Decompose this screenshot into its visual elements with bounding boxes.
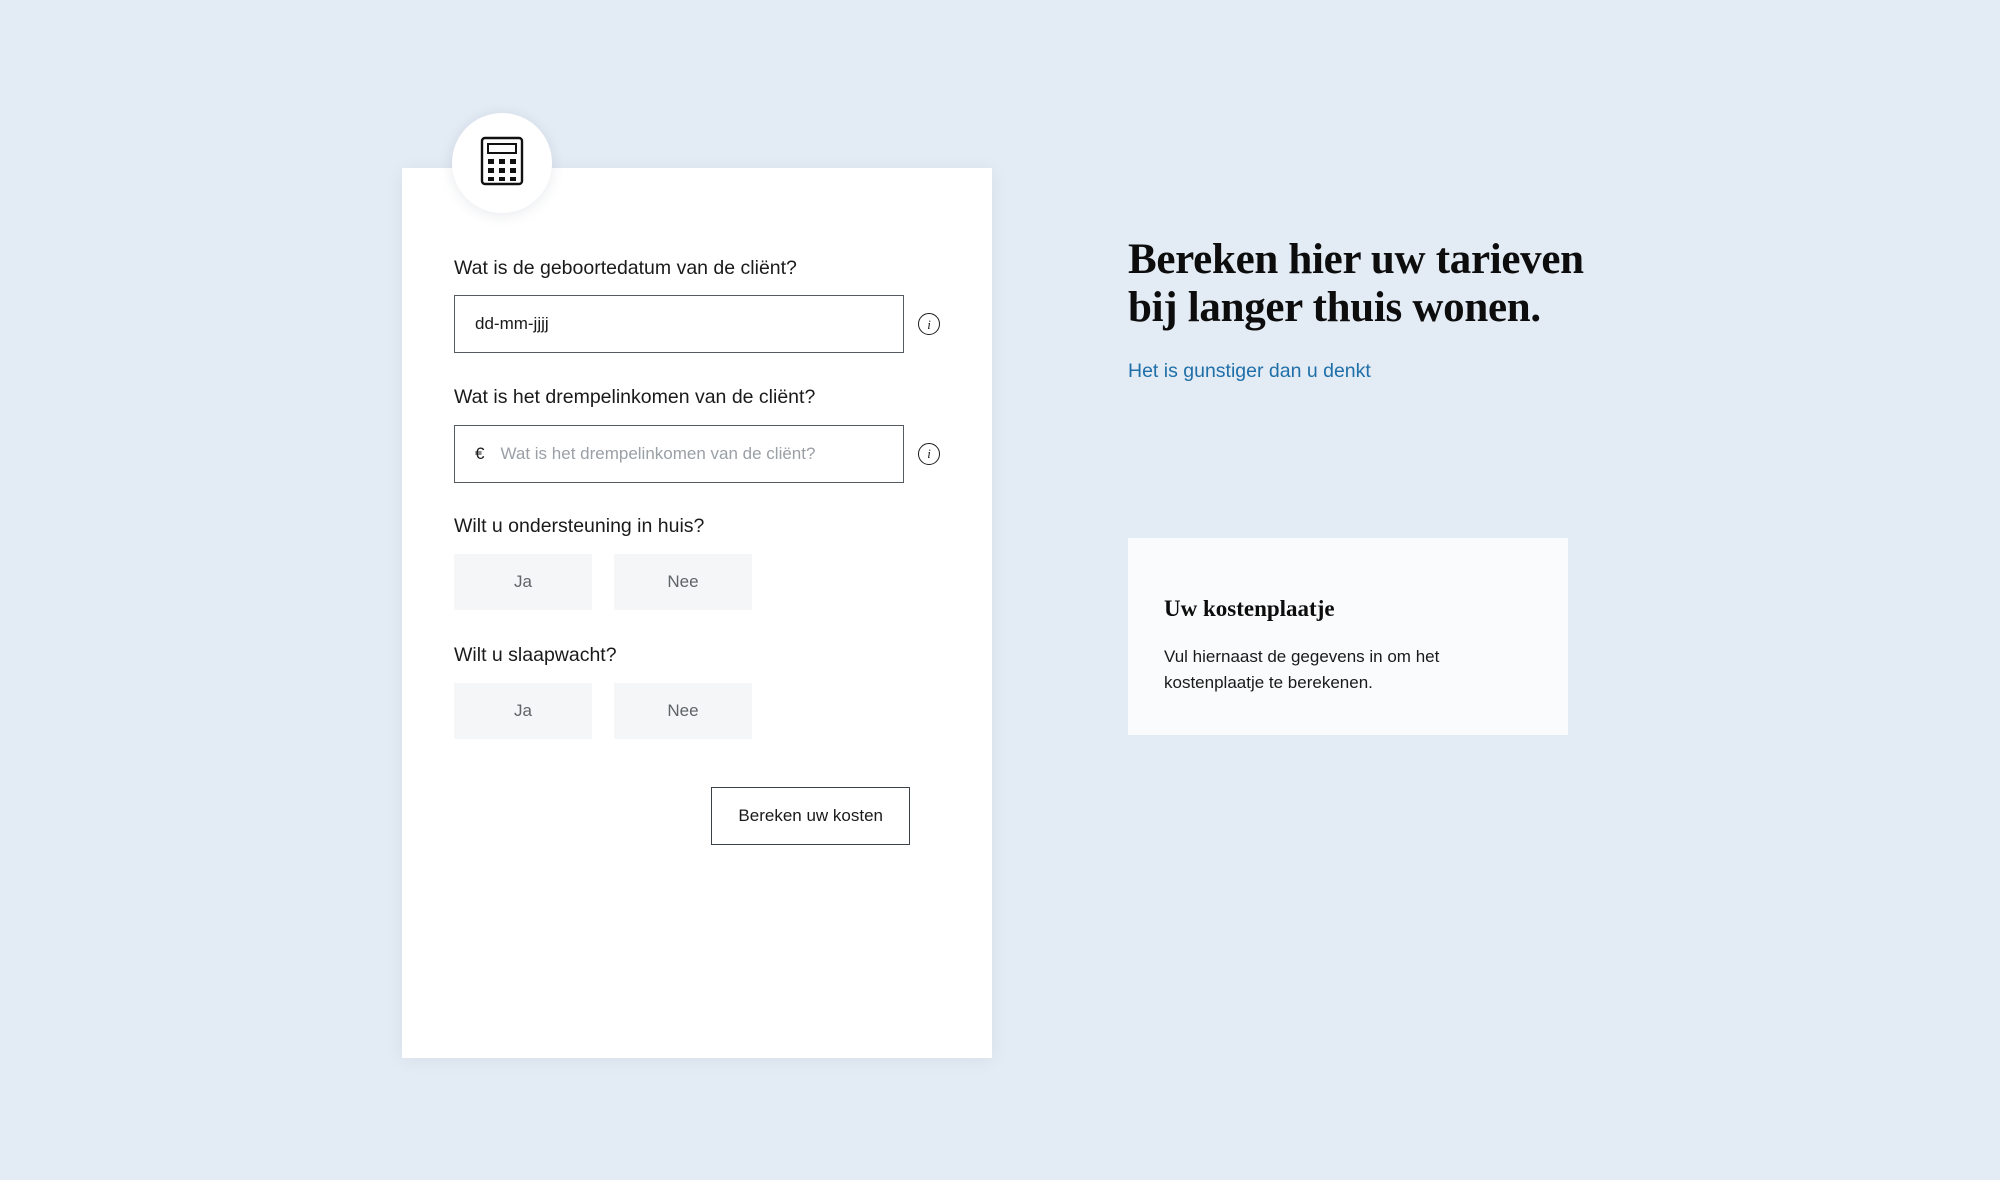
- euro-icon: €: [475, 443, 485, 463]
- calculator-icon-badge: [452, 113, 552, 213]
- support-no-button[interactable]: Nee: [614, 554, 752, 610]
- calculator-form: [454, 256, 940, 845]
- receipt-body: Vul hiernaast de gegevens in om het kostenplaatje te berekenen.: [1164, 647, 1440, 692]
- submit-row: [454, 787, 910, 845]
- income-label: Wat is het drempelinkomen van de cliënt?: [454, 386, 816, 409]
- sleepwatch-no-button[interactable]: Nee: [614, 683, 752, 739]
- receipt-card: [1128, 538, 1568, 735]
- info-icon[interactable]: i: [918, 443, 940, 465]
- income-field-row: [454, 425, 940, 483]
- sleepwatch-label: Wilt u slaapwacht?: [454, 643, 617, 666]
- support-yes-button[interactable]: Ja: [454, 554, 592, 610]
- income-input-wrapper[interactable]: [454, 425, 904, 483]
- sleepwatch-options: [454, 683, 940, 739]
- info-icon[interactable]: i: [918, 313, 940, 335]
- support-label: Wilt u ondersteuning in huis?: [454, 514, 705, 537]
- page-title: Bereken hier uw tarieven bij langer thuis wonen.: [1128, 236, 1584, 332]
- birthdate-input[interactable]: [454, 295, 904, 353]
- income-input[interactable]: [498, 443, 883, 465]
- calculator-card: [402, 168, 992, 1058]
- support-options: [454, 554, 940, 610]
- receipt-scallop-decoration: [1128, 538, 1568, 560]
- promo-column: [1128, 236, 1588, 383]
- birthdate-label: Wat is de geboortedatum van de cliënt?: [454, 257, 797, 279]
- birthdate-field-row: [454, 295, 940, 353]
- receipt-title: Uw kostenplaatje: [1164, 596, 1335, 621]
- calculator-icon: [480, 136, 524, 191]
- sleepwatch-yes-button[interactable]: Ja: [454, 683, 592, 739]
- calculate-costs-button[interactable]: Bereken uw kosten: [711, 787, 910, 845]
- promo-sublink[interactable]: Het is gunstiger dan u denkt: [1128, 360, 1371, 383]
